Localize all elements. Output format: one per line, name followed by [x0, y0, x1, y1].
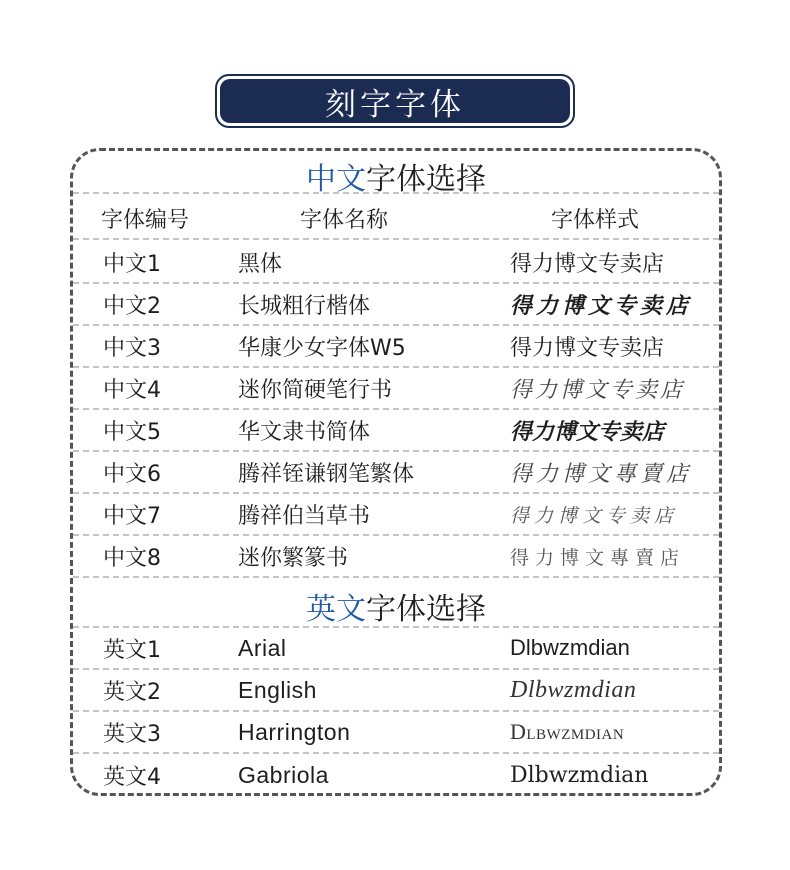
font-name: Gabriola — [238, 761, 329, 788]
table-row — [73, 628, 719, 670]
table-row — [73, 536, 719, 578]
table-row — [73, 670, 719, 712]
table-row — [73, 754, 719, 796]
table-row — [73, 242, 719, 284]
font-name: 腾祥铚谦钢笔繁体 — [238, 461, 415, 487]
font-sample: Dlbwzmdian — [510, 676, 637, 703]
table-row — [73, 326, 719, 368]
table-row — [73, 284, 719, 326]
header-number: 字体编号 — [101, 207, 190, 233]
table-row — [73, 410, 719, 452]
font-name: Arial — [238, 634, 287, 661]
font-number: 中文4 — [103, 377, 161, 403]
chinese-section-header — [73, 152, 719, 197]
font-sample: 得力博文专卖店 — [510, 335, 665, 361]
font-sample: 得力博文专卖店 — [510, 419, 665, 445]
section-title-rest: 字体选择 — [366, 162, 486, 197]
font-number: 中文2 — [103, 293, 161, 319]
english-section-header — [73, 578, 719, 628]
font-number: 中文8 — [103, 545, 161, 571]
font-sample: 得力博文專賣店 — [510, 546, 686, 569]
font-sample: Dlbwzmdian — [510, 635, 630, 660]
font-number: 中文5 — [103, 419, 161, 445]
font-number: 中文7 — [103, 503, 161, 529]
font-sample: Dlbwzmdian — [510, 719, 625, 744]
font-name: English — [238, 676, 317, 703]
font-sample: 得力博文专卖店 — [510, 377, 686, 403]
section-title-rest: 字体选择 — [366, 592, 486, 627]
font-number: 英文3 — [103, 721, 161, 747]
table-row — [73, 712, 719, 754]
table-row — [73, 452, 719, 494]
font-name: 迷你简硬笔行书 — [238, 377, 393, 403]
font-number: 英文2 — [103, 679, 161, 705]
table-row — [73, 368, 719, 410]
font-number: 中文1 — [103, 251, 161, 277]
font-name: 黑体 — [238, 251, 283, 277]
section-title-highlight: 英文 — [306, 592, 366, 627]
chinese-section-title — [73, 154, 719, 198]
title-badge — [215, 74, 575, 128]
font-name: Harrington — [238, 718, 351, 745]
font-name: 华康少女字体W5 — [238, 335, 406, 361]
font-number: 英文4 — [103, 764, 161, 790]
english-section-title — [73, 584, 719, 628]
header-name: 字体名称 — [300, 207, 389, 233]
font-sample: 得力博文专卖店 — [510, 251, 665, 277]
font-name: 腾祥伯当草书 — [238, 503, 371, 529]
section-title-highlight: 中文 — [306, 162, 366, 197]
column-headers — [73, 198, 719, 240]
font-sample: 得力博文专卖店 — [510, 504, 679, 527]
table-row — [73, 494, 719, 536]
font-sample: 得力博文專賣店 — [510, 461, 693, 487]
font-name: 长城粗行楷体 — [238, 293, 371, 319]
font-number: 中文3 — [103, 335, 161, 361]
page-title: 刻字字体 — [220, 79, 570, 123]
font-sample: 得力博文专卖店 — [510, 292, 693, 319]
font-number: 英文1 — [103, 637, 161, 663]
font-number: 中文6 — [103, 461, 161, 487]
font-name: 迷你繁篆书 — [238, 545, 349, 571]
font-name: 华文隶书简体 — [238, 419, 371, 445]
header-style: 字体样式 — [551, 207, 640, 233]
font-sample: Dlbwzmdian — [510, 762, 649, 788]
